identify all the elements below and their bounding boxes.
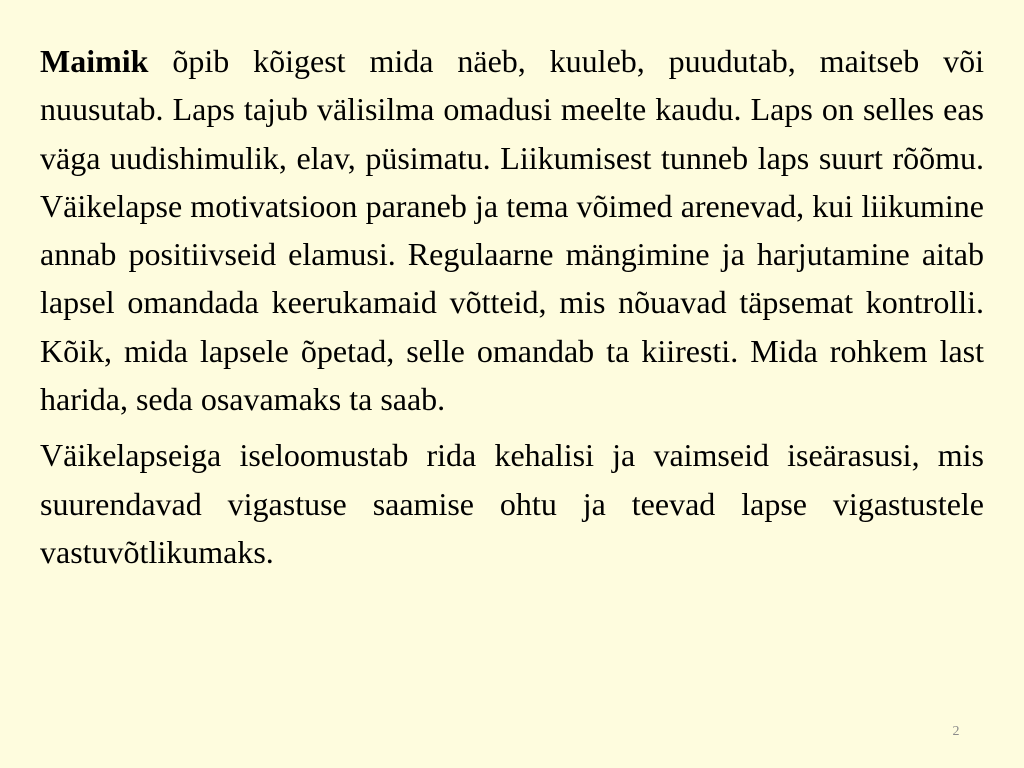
paragraph-1-text: õpib kõigest mida näeb, kuuleb, puudutab, maitseb või nuusutab. Laps tajub välisilma omadusi meelte kaudu. Laps on selles eas väga uudishimulik, elav, püsimatu. Liikumisest tunneb laps suurt rõõmu. Väikelapse motivatsioon paraneb ja tema võimed arenevad, kui liikumine annab positiivseid elamusi. Regulaarne mängimine ja harjutamine aitab lapsel omandada keerukamaid võtteid, mis nõuavad täpsemat kontrolli. Kõik, mida lapsele õpetad, selle omandab ta kiiresti. Mida rohkem last harida, seda osavamaks ta saab.	[40, 43, 984, 418]
paragraph-1	[40, 37, 984, 423]
paragraph-1-bold-lead: Maimik	[40, 43, 149, 79]
slide-body	[40, 37, 984, 584]
page-number: 2	[952, 724, 960, 739]
paragraph-2-text: Väikelapseiga iseloomustab rida kehalisi ja vaimseid iseärasusi, mis suurendavad vigastuse saamise ohtu ja teevad lapse vigastustele vastuvõtlikumaks.	[40, 437, 984, 570]
paragraph-2	[40, 431, 984, 576]
